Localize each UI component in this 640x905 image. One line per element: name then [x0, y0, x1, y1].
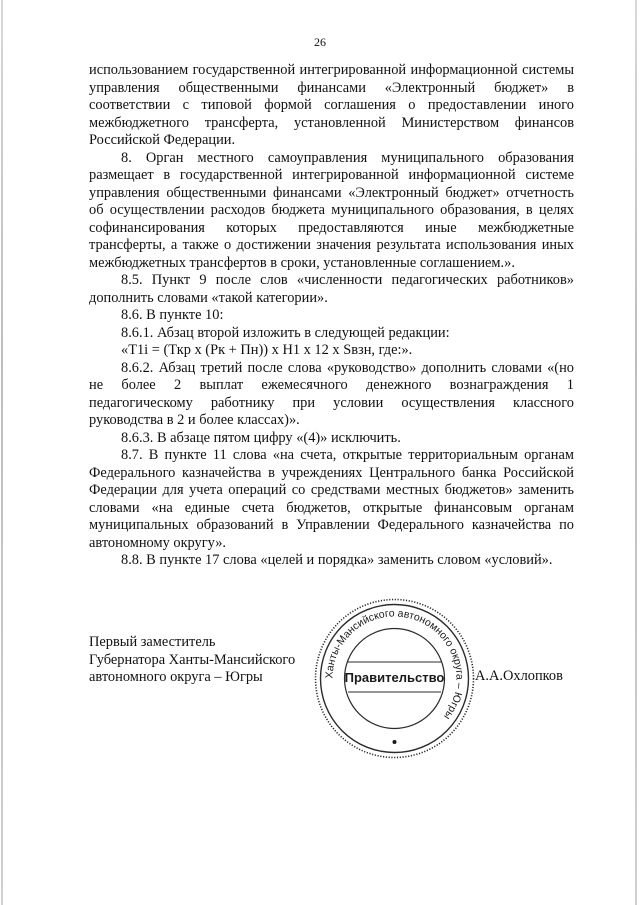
paragraph-item-8-7: 8.7. В пункте 11 слова «на счета, открытые территориальным органам Федерального казначейства в учреждениях Центрального банка Российской Федерации для учета операций со средствами местных бюджетов» заменить словами «на единые счета бюджетов, открытые финансовым органам муниципальных образований в Управлении Федерального казначейства по автономному округу». — [89, 447, 574, 551]
seal-ring-text: Ханты-Мансийского автономного округа – Югры — [323, 607, 466, 722]
scan-edge-right — [635, 0, 637, 905]
scan-edge-left — [1, 0, 3, 905]
official-seal — [312, 596, 477, 761]
paragraph-item-8-5: 8.5. Пункт 9 после слов «численности педагогических работников» дополнить словами «такой категории». — [89, 272, 574, 306]
seal-center-text: Правительство — [344, 670, 445, 685]
paragraph-item-8-6-3: 8.6.3. В абзаце пятом цифру «(4)» исключить. — [121, 429, 401, 446]
paragraph-item-8-8: 8.8. В пункте 17 слова «целей и порядка» заменить словом «условий». — [121, 552, 553, 568]
signer-name: А.А.Охлопков — [475, 668, 563, 684]
signature-position-line: Губернатора Ханты-Мансийского — [89, 651, 296, 668]
signature-position-line: автономного округа – Югры — [89, 669, 263, 685]
document-body — [89, 62, 574, 570]
signature-position-line: Первый заместитель — [89, 634, 216, 650]
seal-dot-icon — [393, 740, 397, 744]
paragraph-item-8-6: 8.6. В пункте 10: — [121, 307, 224, 323]
paragraph-item-8-6-1: 8.6.1. Абзац второй изложить в следующей редакции: — [121, 324, 450, 341]
paragraph-formula: «T1i = (Ткр х (Рк + Пн)) х Н1 х 12 х Sвзн, где:». — [121, 342, 413, 358]
signature-position-block — [89, 634, 319, 687]
paragraph-continuation: использованием государственной интегрированной информационной системы управления общественными финансами «Электронный бюджет» в соответствии с типовой формой соглашения о предоставлении иного межбюджетного трансферта, установленной Министерством финансов Российской Федерации. — [89, 62, 574, 148]
page-number: 26 — [314, 35, 326, 49]
paragraph-item-8: 8. Орган местного самоуправления муниципального образования размещает в государственной интегрированной информационной системе управления общественными финансами «Электронный бюджет» отчетность об осуществлении расходов бюджета муниципального образования, в целях софинансирования которых предоставляются иные межбюджетные трансферты, а также о достижении значения результата использования иных межбюджетных трансфертов в сроки, установленные соглашением.». — [89, 149, 574, 271]
paragraph-item-8-6-2: 8.6.2. Абзац третий после слова «руководство» дополнить словами «(но не более 2 выплат ежемесячного денежного вознаграждения 1 педагогическому работнику при условии осуществления классного руководства в 2 и более классах)». — [89, 359, 574, 428]
